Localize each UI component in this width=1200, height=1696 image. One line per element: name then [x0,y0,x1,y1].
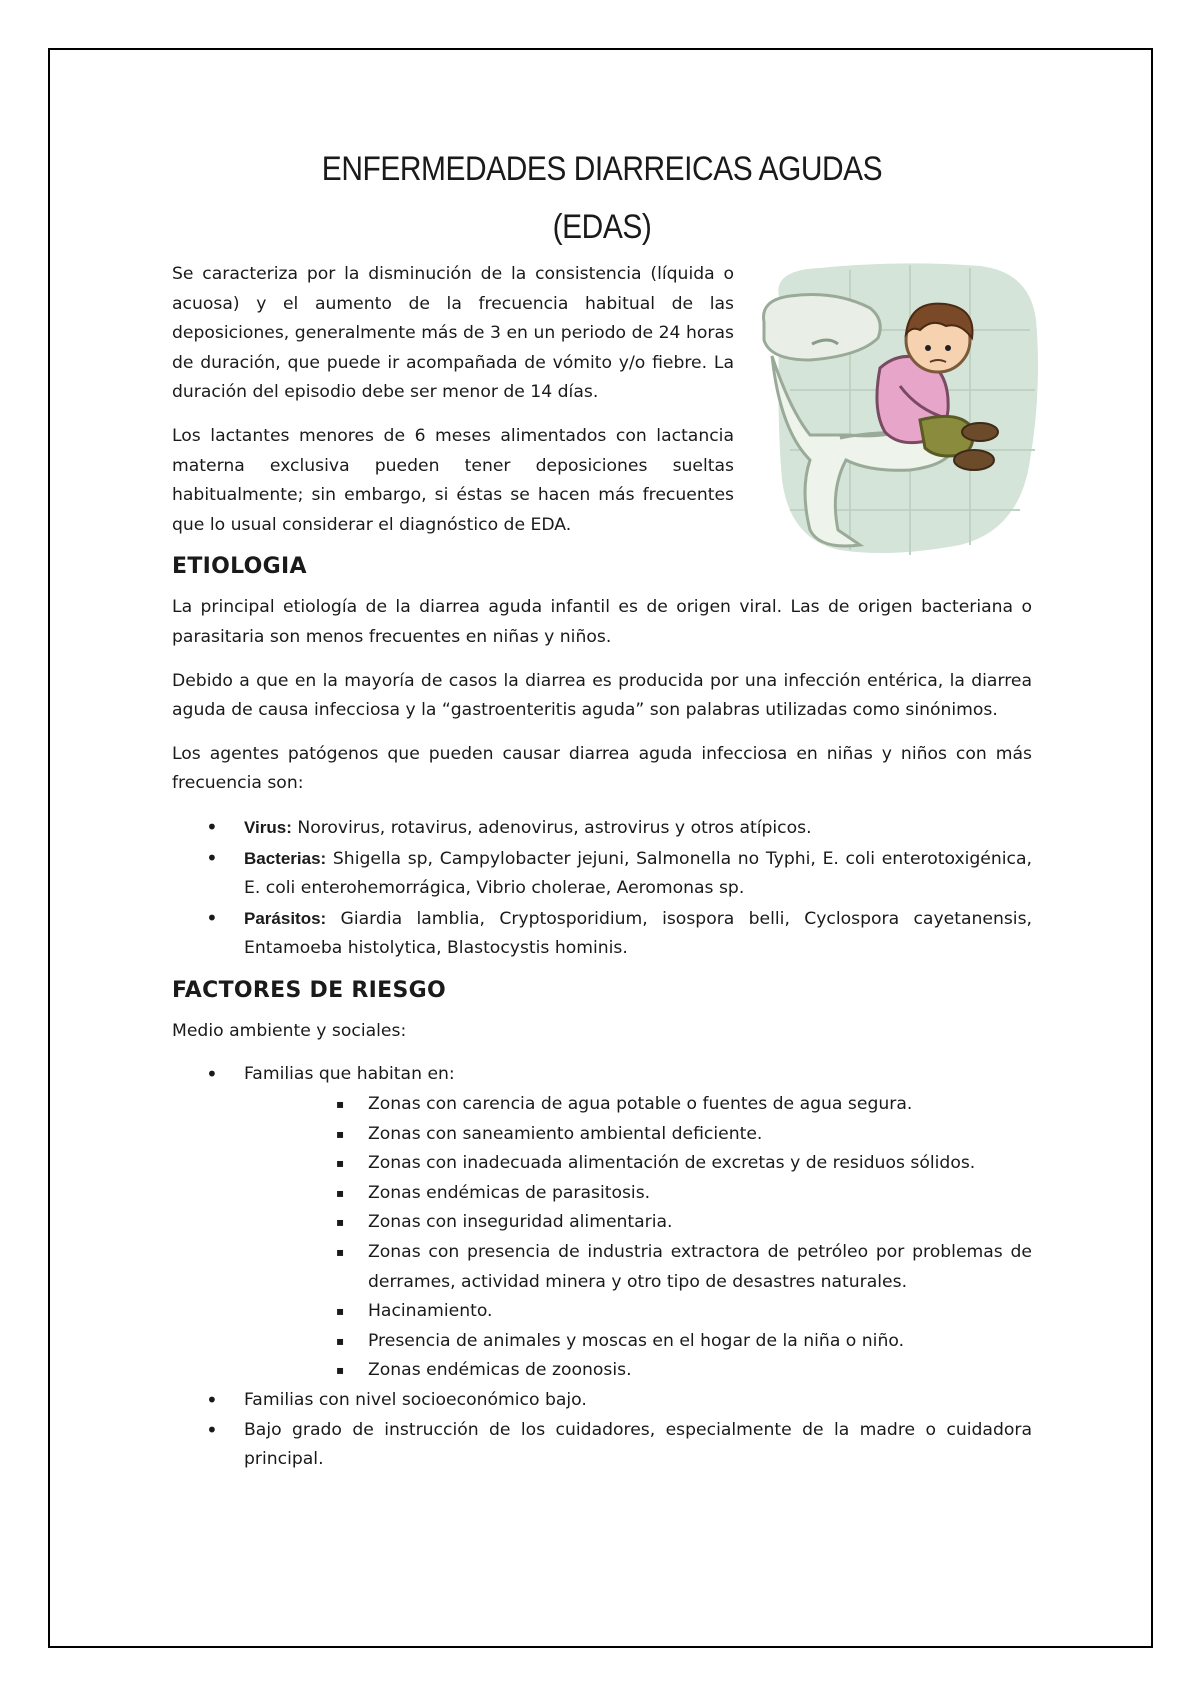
list-item: ▪ Zonas con saneamiento ambiental deficiente. [172,1120,1032,1150]
heading-factores: FACTORES DE RIESGO [172,977,446,1003]
etiologia-paragraph-1: La principal etiología de la diarrea aguda infantil es de origen viral. Las de origen bacteriana o parasitaria son menos frecuentes en niñas y niños. [172,597,1032,647]
list-item: ▪ Zonas con carencia de agua potable o fuentes de agua segura. [172,1090,1032,1120]
agents-list [172,813,1032,964]
agent-label-virus: Virus: [244,817,292,837]
list-item: ▪ Zonas con inadecuada alimentación de excretas y de residuos sólidos. [172,1149,1032,1179]
list-item [172,1060,1032,1090]
etiologia-paragraph-2: Debido a que en la mayoría de casos la diarrea es producida por una infección entérica, la diarrea aguda de causa infecciosa y la “gastroenteritis aguda” son palabras utilizadas como sinónimos. [172,670,1032,721]
etiologia-paragraph-3: Los agentes patógenos que pueden causar diarrea aguda infecciosa en niñas y niños con más frecuencia son: [172,743,1032,794]
list-item: ▪ Zonas endémicas de zoonosis. [172,1356,1032,1386]
factores-intro: Medio ambiente y sociales: [172,1020,407,1041]
heading-etiologia: ETIOLOGIA [172,554,307,580]
intro-paragraph-1: Se caracteriza por la disminución de la consistencia (líquida o acuosa) y el aumento de la frecuencia habitual de las deposiciones, generalmente más de 3 en un periodo de 24 horas de duración, que puede ir acompañada de vómito y/o fiebre. La duración del episodio debe ser menor de 14 días. [172,264,734,403]
list-item [172,904,1032,964]
document-body [172,140,1032,1485]
families-label: Familias que habitan en: [244,1064,455,1085]
list-item: ▪ Zonas con inseguridad alimentaria. [172,1208,1032,1238]
agent-label-parasitos: Parásitos: [244,908,327,928]
list-item [172,844,1032,904]
other-factors-list [172,1386,1032,1475]
list-item: • Bajo grado de instrucción de los cuidadores, especialmente de la madre o cuidadora principal. [172,1416,1032,1475]
agent-text-parasitos: Giardia lamblia, Cryptosporidium, isospora belli, Cyclospora cayetanensis, Entamoeba histolytica, Blastocystis hominis. [244,908,1032,959]
agent-label-bacterias: Bacterias: [244,848,327,868]
intro-paragraph-2: Los lactantes menores de 6 meses alimentados con lactancia materna exclusiva pueden tener deposiciones sueltas habitualmente; sin embargo, si éstas se hacen más frecuentes que lo usual considerar el diagnóstico de EDA. [172,425,734,535]
title-line-2: (EDAS) [552,208,652,246]
list-item: ▪ Zonas endémicas de parasitosis. [172,1179,1032,1209]
intro-section [172,260,1032,540]
list-item: ▪ Hacinamiento. [172,1297,1032,1327]
title-line-1: ENFERMEDADES DIARREICAS AGUDAS [321,150,883,188]
list-item: • Familias con nivel socioeconómico bajo. [172,1386,1032,1416]
list-item [172,813,1032,844]
list-item: ▪ Presencia de animales y moscas en el hogar de la niña o niño. [172,1327,1032,1357]
zones-list [172,1090,1032,1386]
agent-text-bacterias: Shigella sp, Campylobacter jejuni, Salmonella no Typhi, E. coli enterotoxigénica, E. coli enterohemorrágica, Vibrio cholerae, Aeromonas sp. [244,848,1032,899]
list-item: ▪ Zonas con presencia de industria extractora de petróleo por problemas de derrames, actividad minera y otro tipo de desastres naturales. [172,1238,1032,1297]
child-on-toilet-illustration [750,260,1040,560]
factors-list [172,1060,1032,1090]
intro-text [172,260,734,540]
agent-text-virus: Norovirus, rotavirus, adenovirus, astrovirus y otros atípicos. [291,817,812,838]
